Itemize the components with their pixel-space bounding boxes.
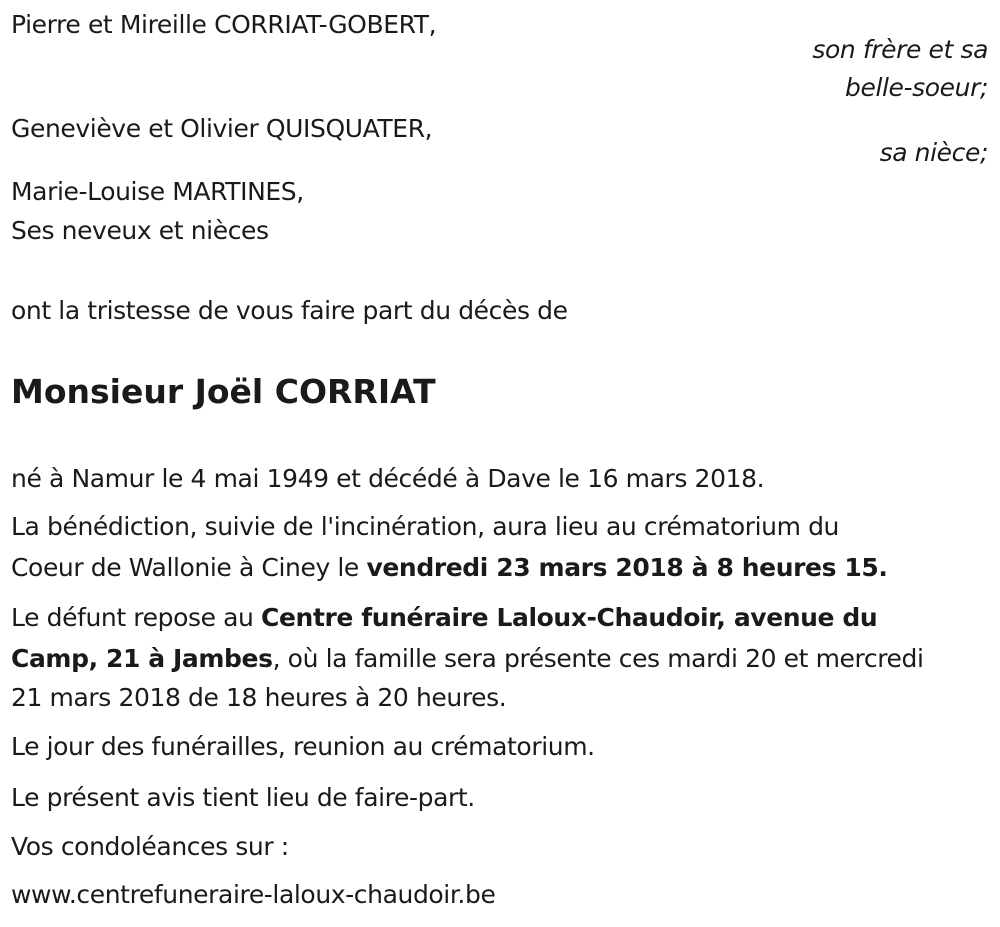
rest-line-2 [11, 644, 924, 674]
website-link[interactable]: www.centrefuneraire-laloux-chaudoir.be [11, 880, 496, 909]
family-member-4: Ses neveux et nièces [11, 216, 269, 245]
relation-1a: son frère et sa [812, 35, 988, 64]
ceremony-line-2-text: Coeur de Wallonie à Ciney le [11, 553, 367, 582]
rest-line-2-text: , où la famille sera présente ces mardi 20 et mercredi [272, 644, 924, 673]
rest-line-1 [11, 603, 877, 633]
family-member-3: Marie-Louise MARTINES, [11, 177, 304, 206]
relation-2: sa nièce; [879, 138, 988, 167]
family-member-1: Pierre et Mireille CORRIAT-GOBERT, [11, 10, 437, 39]
relation-1b: belle-soeur; [845, 73, 988, 102]
rest-line-1-text: Le défunt repose au [11, 603, 262, 632]
ceremony-line-2 [11, 553, 887, 583]
birth-death-text: né à Namur le 4 mai 1949 et décédé à Dave le 16 mars 2018. [11, 464, 765, 493]
announcement-text: ont la tristesse de vous faire part du décès de [11, 296, 568, 325]
condolences-label: Vos condoléances sur : [11, 832, 289, 861]
ceremony-line-1: La bénédiction, suivie de l'incinération, aura lieu au crématorium du [11, 512, 839, 541]
funeral-day-text: Le jour des funérailles, reunion au crématorium. [11, 732, 595, 761]
ceremony-date: vendredi 23 mars 2018 à 8 heures 15. [366, 553, 888, 582]
notice-text: Le présent avis tient lieu de faire-part. [11, 783, 475, 812]
deceased-name: Monsieur Joël CORRIAT [11, 372, 436, 411]
family-member-2: Geneviève et Olivier QUISQUATER, [11, 114, 433, 143]
rest-line-3: 21 mars 2018 de 18 heures à 20 heures. [11, 683, 507, 712]
funeral-center-address: Camp, 21 à Jambes [11, 644, 273, 673]
funeral-center-name: Centre funéraire Laloux-Chaudoir, avenue du [261, 603, 878, 632]
